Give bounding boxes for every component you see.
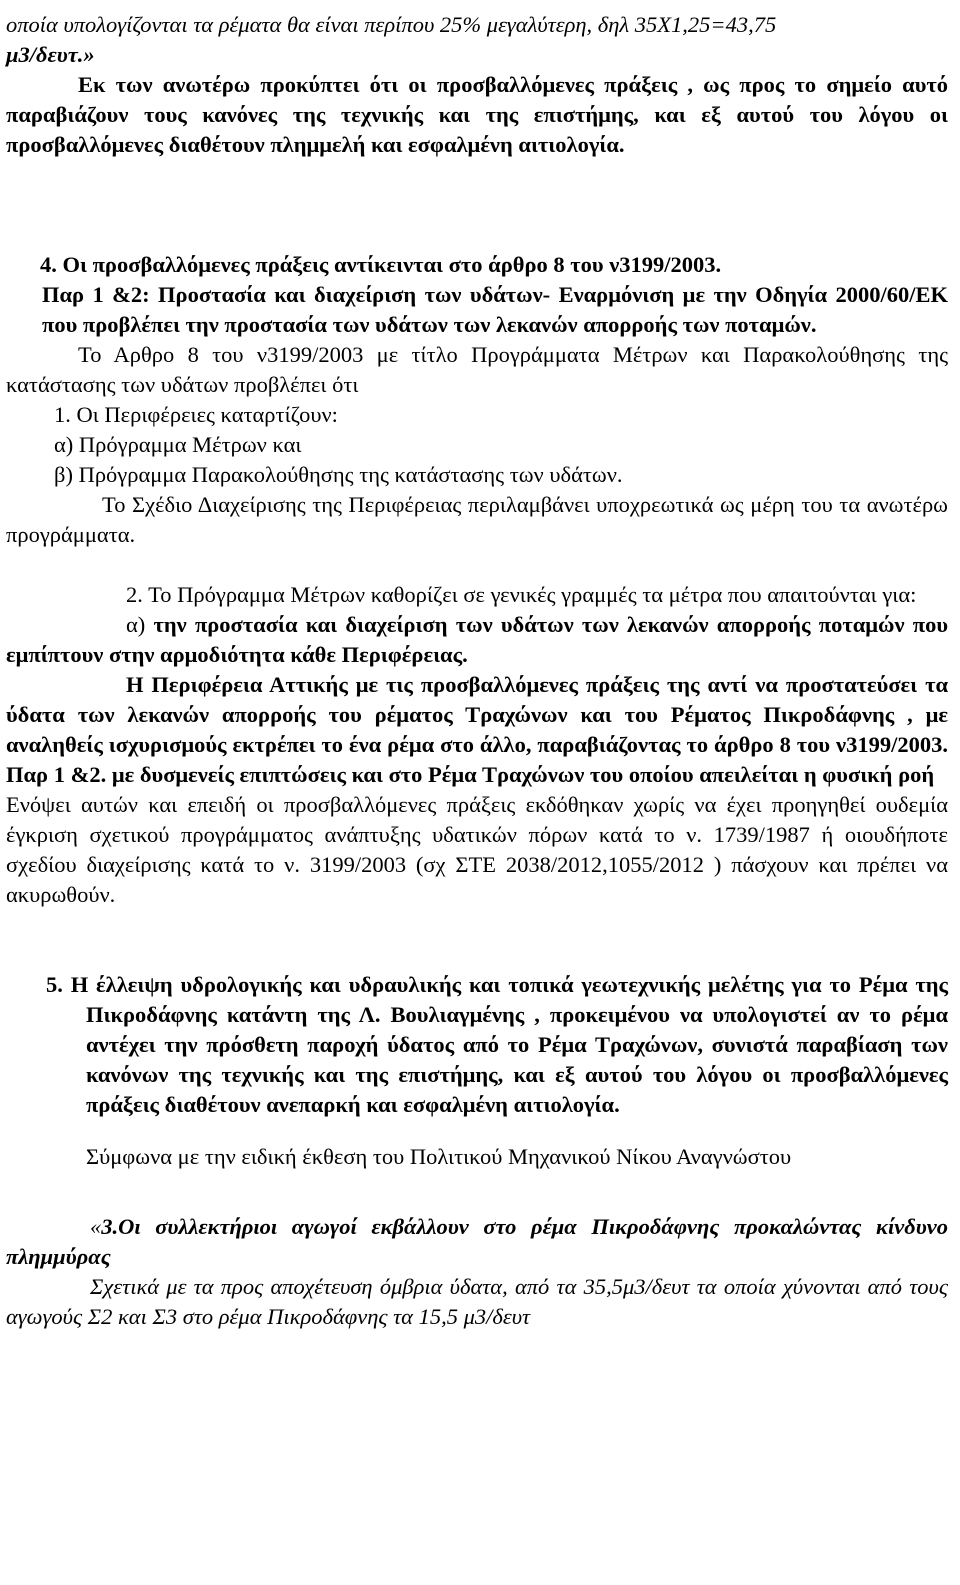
quote-open-mark: « (90, 1214, 102, 1239)
intro-line-1: οποία υπολογίζονται τα ρέματα θα είναι περίπου 25% μεγαλύτερη, δηλ 35Χ1,25=43,75 (6, 12, 777, 37)
quote-heading (6, 1212, 948, 1272)
conclusion-paragraph: Ενόψει αυτών και επειδή οι προσβαλλόμενες πράξεις εκδόθηκαν χωρίς να έχει προηγηθεί ουδεμία έγκριση σχετικού προγράμματος ανάπτυξης υδατικών πόρων κατά το ν. 1739/1987 ή οιουδήποτε σχεδίου διαχείρισης κατά το ν. 3199/2003 (σχ ΣΤΕ 2038/2012,1055/2012 ) πάσχουν και πρέπει να ακυρωθούν. (6, 792, 948, 907)
section-4-subheading: Παρ 1 &2: Προστασία και διαχείριση των υδάτων- Εναρμόνιση με την Οδηγία 2000/60/ΕΚ που προβλέπει την προστασία των υδάτων των λεκανών απορροής των ποταμών. (42, 282, 948, 337)
article-item-2a (6, 610, 948, 670)
quote-heading-text: 3.Οι συλλεκτήριοι αγωγοί εκβάλλουν στο ρέμα Πικροδάφνης προκαλώντας κίνδυνο πλημμύρας (6, 1214, 948, 1269)
intro-line-2: μ3/δευτ.» (6, 42, 95, 67)
section-4-heading: 4. Οι προσβαλλόμενες πράξεις αντίκεινται στο άρθρο 8 του ν3199/2003. (40, 252, 722, 277)
article-item-2a-text: την προστασία και διαχείριση των υδάτων των λεκανών απορροής ποταμών που εμπίπτουν στην αρμοδιότητα κάθε Περιφέρειας. (6, 612, 949, 667)
article-8-intro: Το Αρθρο 8 του ν3199/2003 με τίτλο Προγράμματα Μέτρων και Παρακολούθησης της κατάστασης των υδάτων προβλέπει ότι (6, 342, 948, 397)
article-item-2a-label: α) (126, 612, 154, 637)
intro-paragraph: Εκ των ανωτέρω προκύπτει ότι οι προσβαλλόμενες πράξεις , ως προς το σημείο αυτό παραβιάζουν τους κανόνες της τεχνικής και της επιστήμης, και εξ αυτού του λόγου οι προσβαλλόμενες διαθέτουν πλημμελή και εσφαλμένη αιτιολογία. (6, 72, 948, 157)
article-item-1b: β) Πρόγραμμα Παρακολούθησης της κατάστασης των υδάτων. (54, 462, 623, 487)
quote-text: Σχετικά με τα προς αποχέτευση όμβρια ύδατα, από τα 35,5μ3/δευτ τα οποία χύνονται από τους αγωγούς Σ2 και Σ3 στο ρέμα Πικροδάφνης τα 15,5 μ3/δευτ (6, 1274, 948, 1329)
report-reference: Σύμφωνα με την ειδική έκθεση του Πολιτικού Μηχανικού Νίκου Αναγνώστου (86, 1144, 792, 1169)
article-item-2: 2. Το Πρόγραμμα Μέτρων καθορίζει σε γενικές γραμμές τα μέτρα που απαιτούνται για: (126, 582, 917, 607)
section-5-heading: 5. Η έλλειψη υδρολογικής και υδραυλικής και τοπικά γεωτεχνικής μελέτης για το Ρέμα της Πικροδάφνης κατάντη της Λ. Βουλιαγμένης , προκειμένου να υπολογιστεί αν το ρέμα αντέχει την πρόσθετη παροχή ύδατος από το Ρέμα Τραχώνων, συνιστά παραβίαση των κανόνων της τεχνικής και της επιστήμης, και εξ αυτού του λόγου οι προσβαλλόμενες πράξεις διαθέτουν ανεπαρκή και εσφαλμένη αιτιολογία. (46, 972, 948, 1117)
management-plan-paragraph: Το Σχέδιο Διαχείρισης της Περιφέρειας περιλαμβάνει υποχρεωτικά ως μέρη του τα ανωτέρω προγράμματα. (6, 492, 948, 547)
attica-paragraph: Η Περιφέρεια Αττικής με τις προσβαλλόμενες πράξεις της αντί να προστατεύσει τα ύδατα των λεκανών απορροής του ρέματος Τραχώνων και του Ρέματος Πικροδάφνης , με αναληθείς ισχυρισμούς εκτρέπει το ένα ρέμα στο άλλο, παραβιάζοντας το άρθρο 8 του ν3199/2003. Παρ 1 &2. με δυσμενείς επιπτώσεις και στο Ρέμα Τραχώνων του οποίου απειλείται η φυσική ροή (6, 672, 948, 787)
article-item-1: 1. Οι Περιφέρειες καταρτίζουν: (54, 402, 338, 427)
article-item-1a: α) Πρόγραμμα Μέτρων και (54, 432, 302, 457)
